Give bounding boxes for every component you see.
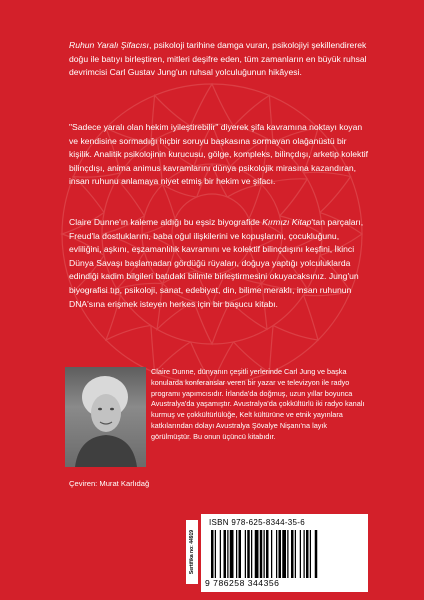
barcode-bar	[215, 530, 216, 578]
barcode-bar	[300, 530, 301, 578]
barcode-icon	[211, 530, 361, 578]
barcode-number: 9 786258 344356	[205, 578, 280, 588]
barcode-bar	[251, 530, 252, 578]
barcode-bar	[247, 530, 250, 578]
barcode-bar	[239, 530, 242, 578]
barcode-bar	[282, 530, 286, 578]
barcode-bar	[255, 530, 259, 578]
barcode-bar	[276, 530, 277, 578]
barcode-bar	[220, 530, 221, 578]
author-photo	[65, 367, 146, 467]
barcode-bar	[271, 530, 272, 578]
barcode-bar	[224, 530, 227, 578]
barcode-bar	[291, 530, 294, 578]
description-paragraph	[69, 216, 371, 311]
book-title: Ruhun Yaralı Şifacısı	[69, 40, 149, 50]
barcode-bar	[279, 530, 282, 578]
barcode-bar	[227, 530, 228, 578]
mandala-petal	[227, 185, 261, 219]
mandala-petal	[151, 325, 191, 372]
barcode-bar	[287, 530, 288, 578]
isbn-text: ISBN 978-625-8344-35-6	[209, 518, 305, 527]
barcode-bar	[264, 530, 265, 578]
intro-paragraph	[69, 39, 371, 80]
mandala-petal	[233, 325, 273, 372]
barcode-bar	[315, 530, 318, 578]
certificate-number	[186, 520, 198, 584]
barcode-bar	[295, 530, 296, 578]
author-bio: Claire Dunne, dünyanın çeşitli yerlerinde Carl Jung ve başka konularda konferanslar veren bir yazar ve televizyon ile radyo programı yapımcısıdır. İrlanda'da doğmuş, uzun yıllar boyunca Avustralya'da yaşamıştır. Avustralya'da çokkültürlü iki radyo kanalı kurmuş ve çokkültürlülüğe, Kelt kültürüne ve etnik yayınlara katkılarından dolayı Avustralya Şövalye Nişanı'na layık görülmüştür. Bu onun üçüncü kitabıdır.	[151, 367, 365, 441]
barcode-bar	[245, 530, 246, 578]
barcode-bar	[304, 530, 305, 578]
barcode-bar	[230, 530, 234, 578]
barcode-bar	[310, 530, 311, 578]
description-text-after: 'tan parçaları, Freud'la dostluklarını, baba oğul ilişkilerini ve kopuşlarını, çocukluğunu, evliliğini, aşkını, eşzamanlılık kavramını ve kolektif bilinçdışını keşfini, İkinci Dünya Savaşı başlamadan gördüğü rüyaları, doğuya yaptığı yolculuklarda edindiği kadim bilgileri batıdaki bilimle birleştirmesini okuyacaksınız. Jung'un biyografisi tıp, psikoloji, sanat, edebiyat, din, bilime meraklı, insan ruhunun DNA'sına erişmek isteyen herkes için bir başucu kitabı.	[69, 217, 364, 309]
translator-credit: Çeviren: Murat Karlıdağ	[69, 479, 150, 488]
mandala-petal	[163, 185, 197, 219]
quote-paragraph: "Sadece yaralı olan hekim iyileştirebilir" diyerek şifa kavramına noktayı koyan ve kendisine sormadığı hiçbir soruyu başkasına sormayan olağanüstü bir kişilik. Analitik psikolojinin kurucusu, gölge, kompleks, bilinçdışı, arketip kolektif bilinçdışı, anima animus kavramlarını dünya psikolojik mirasına kazandıran, insan ruhunu anlamaya niyet etmiş bir hekim ve şifacı.	[69, 122, 369, 187]
barcode-label	[201, 514, 368, 592]
barcode-bar	[236, 530, 237, 578]
mandala-petal	[191, 84, 234, 126]
barcode-bar	[260, 530, 263, 578]
red-book-title: Kırmızı Kitap	[262, 217, 312, 227]
barcode-bar	[211, 530, 214, 578]
barcode-bar	[306, 530, 309, 578]
certificate-text: Sertifika no: 44919	[189, 529, 195, 575]
description-text-before: Claire Dunne'ın kaleme aldığı bu eşsiz biyografide	[69, 217, 263, 227]
barcode-bar	[266, 530, 269, 578]
intro-text: , psikoloji tarihine damga vuran, psikolojiyi şekillendirerek doğu ile batıyı birleştiren, mitleri deşifre eden, tüm zamanların en büyük ruhsal devrimcisi Carl Gustav Jung'un ruhsal yolculuğunun hikâyesi.	[69, 40, 367, 78]
